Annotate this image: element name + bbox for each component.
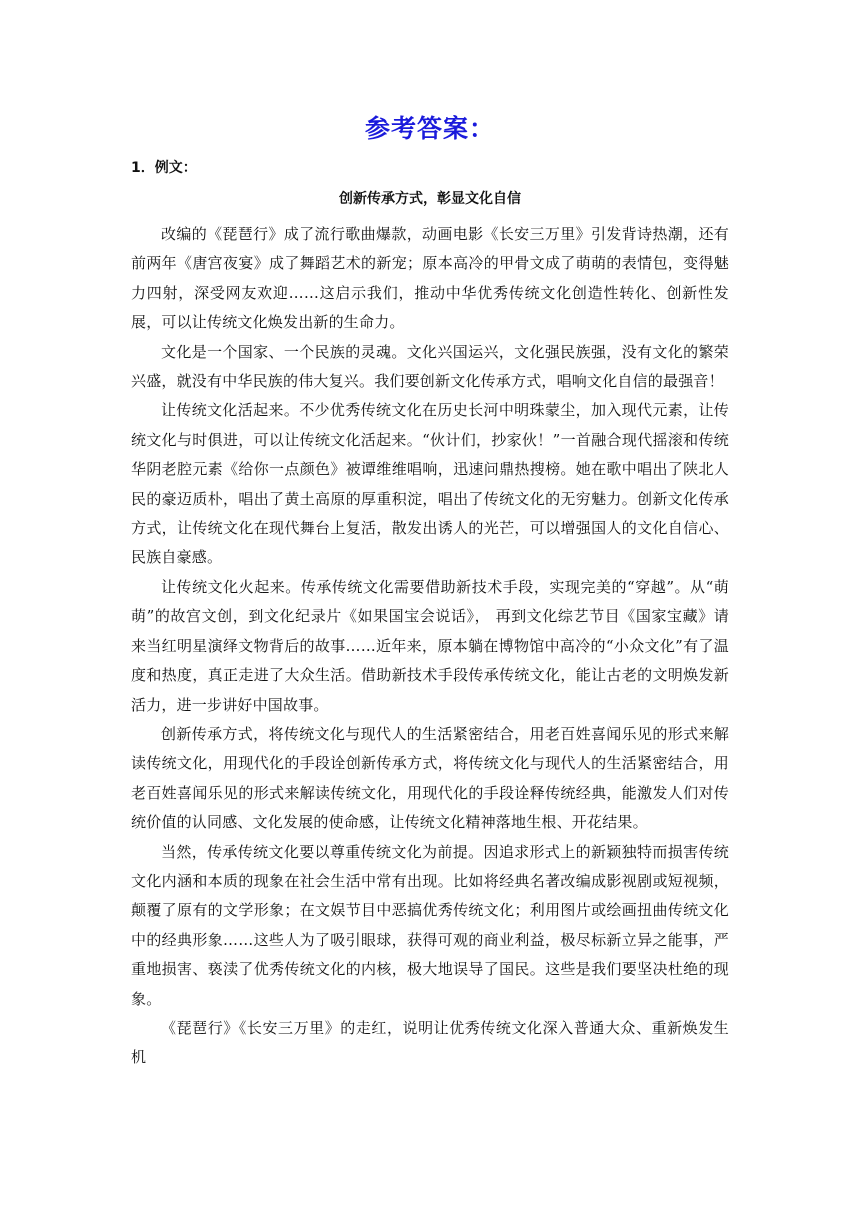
paragraph: 让传统文化活起来。不少优秀传统文化在历史长河中明珠蒙尘，加入现代元素，让传统文化与时俱进，可以让传统文化活起来。“伙计们，抄家伙！”一首融合现代摇滚和传统华阴老腔元素《给你一点颜色》被谭维维唱响，迅速问鼎热搜榜。她在歌中唱出了陕北人民的豪迈质朴，唱出了黄土高原的厚重积淀，唱出了传统文化的无穷魅力。创新文化传承方式，让传统文化在现代舞台上复活，散发出诱人的光芒，可以增强国人的文化自信心、民族自豪感。: [131, 401, 729, 567]
paragraph: 《琵琶行》《长安三万里》的走红，说明让优秀传统文化深入普通大众、重新焕发生机: [131, 1018, 729, 1067]
paragraph: 创新传承方式，将传统文化与现代人的生活紧密结合，用老百姓喜闻乐见的形式来解读传统文化，用现代化的手段诠创新传承方式，将传统文化与现代人的生活紧密结合，用老百姓喜闻乐见的形式来解读传统文化，用现代化的手段诠释传统经典，能激发人们对传统价值的认同感、文化发展的使命感，让传统文化精神落地生根、开花结果。: [131, 724, 729, 832]
essay-body: [131, 220, 729, 1073]
paragraph: 当然，传承传统文化要以尊重传统文化为前提。因追求形式上的新颖独特而损害传统文化内涵和本质的现象在社会生活中常有出现。比如将经典名著改编成影视剧或短视频，颠覆了原有的文学形象；在文娱节目中恶搞优秀传统文化；利用图片或绘画扭曲传统文化中的经典形象……这些人为了吸引眼球，获得可观的商业利益，极尽标新立异之能事，严重地损害、亵渎了优秀传统文化的内核，极大地误导了国民。这些是我们要坚决杜绝的现象。: [131, 842, 729, 1008]
answer-heading: 参考答案：: [364, 114, 495, 143]
paragraph: 让传统文化火起来。传承传统文化需要借助新技术手段，实现完美的“穿越”。从“萌萌”的故宫文创，到文化纪录片《如果国宝会说话》， 再到文化综艺节目《国家宝藏》请来当红明星演绎文物背后的故事……近年来，原本躺在博物馆中高冷的“小众文化”有了温度和热度，真正走进了大众生活。借助新技术手段传承传统文化，能让古老的文明焕发新活力，进一步讲好中国故事。: [131, 577, 729, 714]
paragraph: 文化是一个国家、一个民族的灵魂。文化兴国运兴，文化强民族强，没有文化的繁荣兴盛，就没有中华民族的伟大复兴。我们要创新文化传承方式，唱响文化自信的最强音！: [131, 342, 729, 391]
question-number: 1．例文：: [131, 160, 197, 176]
essay-title: 创新传承方式，彰显文化自信: [339, 191, 521, 207]
paragraph: 改编的《琵琶行》成了流行歌曲爆款，动画电影《长安三万里》引发背诗热潮，还有前两年《唐宫夜宴》成了舞蹈艺术的新宠；原本高冷的甲骨文成了萌萌的表情包，变得魅力四射，深受网友欢迎……这启示我们，推动中华优秀传统文化创造性转化、创新性发展，可以让传统文化焕发出新的生命力。: [131, 225, 729, 332]
